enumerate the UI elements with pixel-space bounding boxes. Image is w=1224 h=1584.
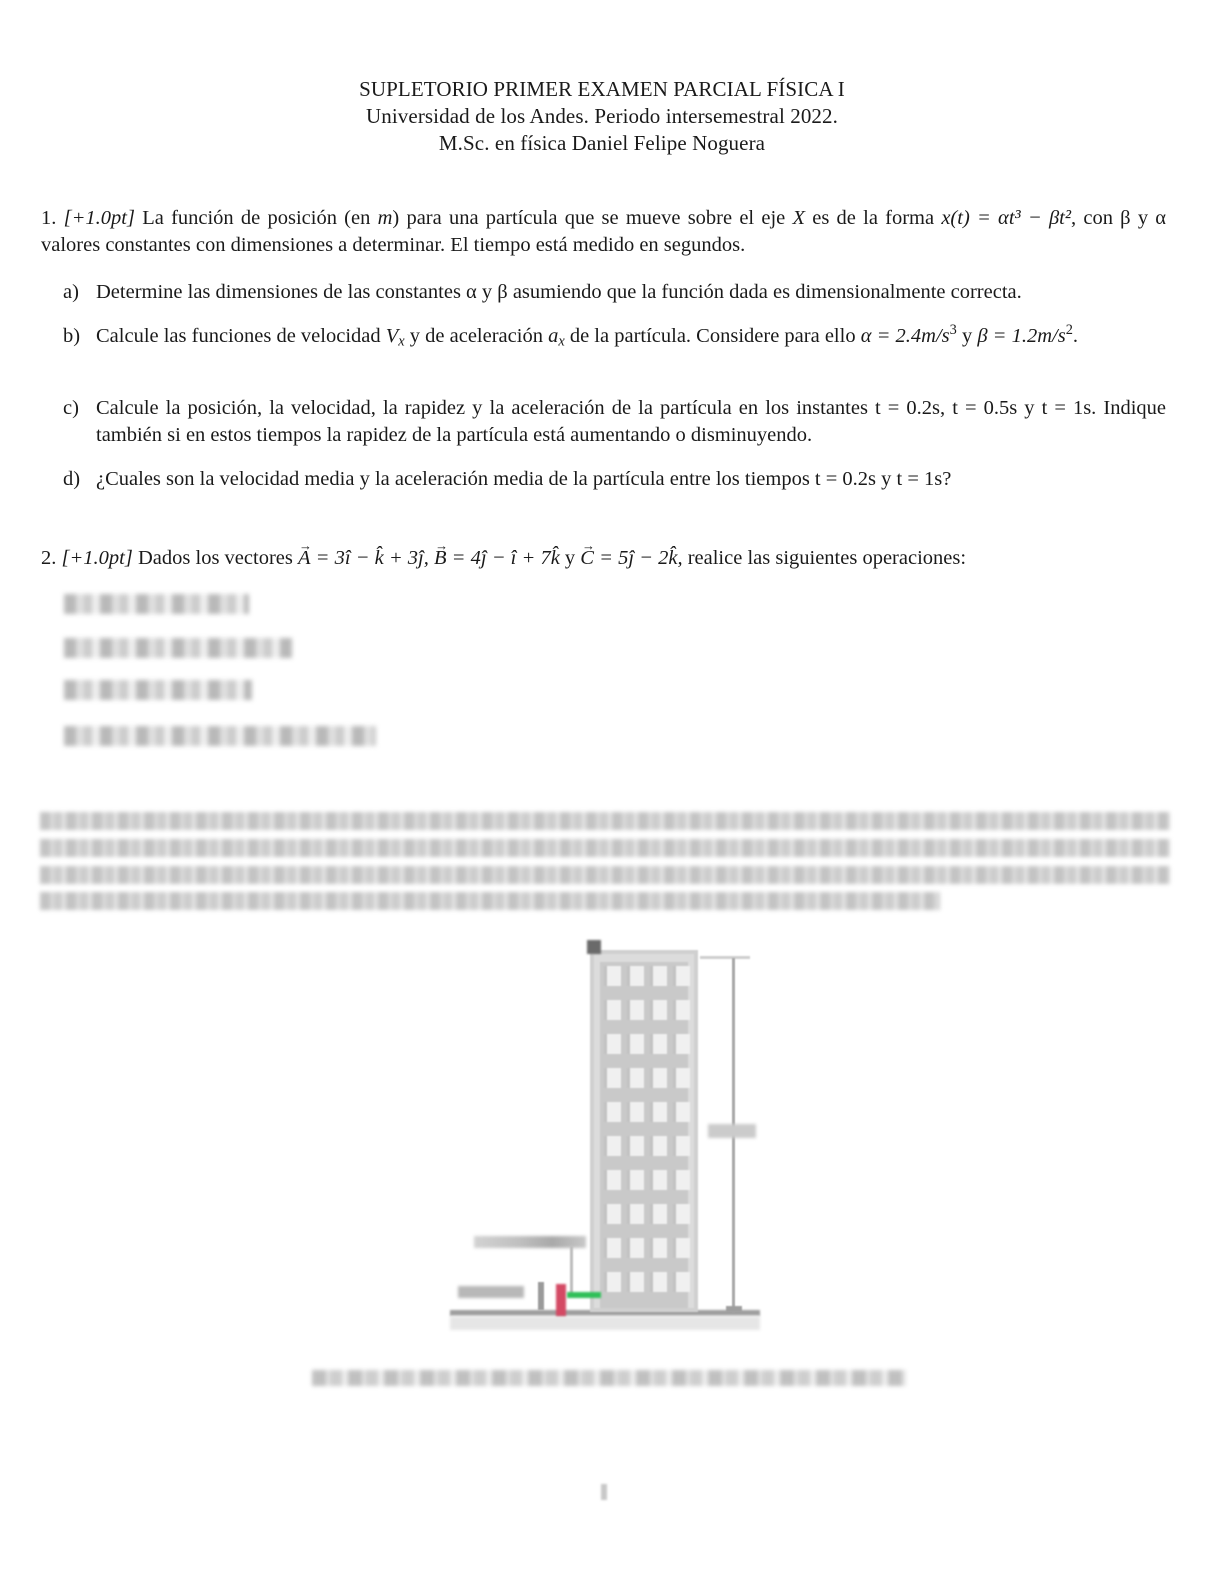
- text-fragment: Calcule las funciones de velocidad: [96, 325, 381, 347]
- building-window: [650, 1068, 667, 1088]
- question-1: [41, 205, 1166, 259]
- building-window: [673, 1000, 690, 1020]
- building-window: [650, 1034, 667, 1054]
- velocity-subscript: x: [398, 333, 405, 350]
- ground-shadow: [450, 1316, 760, 1330]
- item-label: d): [63, 468, 81, 490]
- item-text: Calcule la posición, la velocidad, la rapidez y la aceleración de la partícula en los instantes t = 0.2s, t = 0.5s y t = 1s. Indique también si en estos tiempos la rapidez de la partícula está aumentando o disminuyendo.: [96, 397, 1166, 446]
- question-1-item-c: [63, 395, 1166, 449]
- text-fragment: y: [961, 325, 973, 347]
- building-window: [604, 1204, 621, 1224]
- building-window: [650, 1000, 667, 1020]
- height-dimension-bottom: [726, 1306, 742, 1312]
- building-window: [604, 1034, 621, 1054]
- item-label: b): [63, 325, 81, 347]
- question-2-item-d-blurred: [64, 726, 376, 746]
- rooftop-object: [587, 940, 601, 954]
- building-figure: [450, 938, 770, 1338]
- axis-symbol: X: [792, 207, 806, 229]
- vector-c-expression: = 5ĵ − 2k̂,: [599, 547, 683, 569]
- building-window: [650, 1238, 667, 1258]
- figure-caption-blurred: [312, 1370, 906, 1386]
- question-points: [+1.0pt]: [63, 207, 135, 229]
- building-window: [604, 1238, 621, 1258]
- exam-title: SUPLETORIO PRIMER EXAMEN PARCIAL FÍSICA I: [359, 77, 845, 101]
- building-window: [673, 966, 690, 986]
- acceleration-subscript: x: [558, 333, 565, 350]
- question-2-item-b-blurred: [64, 638, 292, 658]
- beta-exponent: 2: [1065, 322, 1073, 339]
- vector-b-symbol: → B: [434, 545, 447, 572]
- building: [590, 950, 698, 1312]
- building-window: [627, 1000, 644, 1020]
- question-3-line-blurred: [40, 866, 1170, 884]
- building-window: [627, 1102, 644, 1122]
- question-text: Dados los vectores: [138, 547, 293, 569]
- person-height-label-blurred: [458, 1286, 524, 1298]
- text-fragment: .: [1072, 325, 1079, 347]
- building-window: [673, 1068, 690, 1088]
- building-window: [673, 1204, 690, 1224]
- question-text: realice las siguientes operaciones:: [687, 547, 967, 569]
- question-1-item-d: [63, 466, 1166, 493]
- vector-a-symbol: → A: [298, 545, 311, 572]
- building-window: [650, 1204, 667, 1224]
- building-window: [627, 1136, 644, 1156]
- building-window: [604, 1000, 621, 1020]
- alpha-exponent: 3: [949, 322, 957, 339]
- building-window: [627, 1238, 644, 1258]
- question-number: 2.: [41, 547, 57, 569]
- building-window: [673, 1238, 690, 1258]
- unit-symbol: m: [377, 207, 393, 229]
- item-text: ¿Cuales son la velocidad media y la aceleración media de la partícula entre los tiempos t = 0.2s y t = 1s?: [96, 468, 952, 490]
- question-3-line-blurred: [40, 812, 1170, 830]
- building-window: [673, 1034, 690, 1054]
- building-window: [650, 1136, 667, 1156]
- question-text: ) para una partícula que se mueve sobre el eje: [392, 207, 786, 229]
- building-window: [650, 966, 667, 986]
- vector-a-expression: = 3î − k̂ + 3ĵ,: [315, 547, 429, 569]
- person-height-marker: [538, 1282, 544, 1310]
- question-1-item-b: [63, 323, 1166, 350]
- question-text: es de la forma: [812, 207, 935, 229]
- item-label: a): [63, 281, 79, 303]
- question-points: [+1.0pt]: [61, 547, 133, 569]
- person-figure: [556, 1284, 566, 1316]
- question-3-line-blurred: [40, 839, 1170, 857]
- question-3-line-blurred: [40, 892, 940, 910]
- building-window: [627, 966, 644, 986]
- building-window: [604, 1102, 621, 1122]
- height-label-blurred: [708, 1124, 756, 1138]
- text-fragment: y de aceleración: [409, 325, 543, 347]
- velocity-symbol: V: [385, 325, 399, 347]
- exam-header: [0, 76, 1204, 157]
- building-window: [627, 1034, 644, 1054]
- height-dimension-top: [700, 956, 750, 959]
- author-line: M.Sc. en física Daniel Felipe Noguera: [438, 131, 766, 155]
- question-text: La función de posición (en: [142, 207, 371, 229]
- building-window: [650, 1170, 667, 1190]
- velocity-arrow-icon: [567, 1292, 601, 1298]
- alpha-value: α = 2.4m/s: [860, 325, 950, 347]
- position-formula: x(t) = αt³ − βt²: [941, 207, 1071, 229]
- speed-label-leader: [570, 1246, 573, 1294]
- building-window: [673, 1170, 690, 1190]
- building-window: [627, 1272, 644, 1292]
- item-text: [96, 323, 1166, 350]
- item-text: Determine las dimensiones de las constantes α y β asumiendo que la función dada es dimensionalmente correcta.: [96, 281, 1022, 303]
- text-fragment: de la partícula. Considere para ello: [569, 325, 856, 347]
- beta-value: β = 1.2m/s: [977, 325, 1066, 347]
- page-number-blurred: [601, 1484, 607, 1500]
- building-window: [650, 1272, 667, 1292]
- question-text: , con β y α valores constantes con dimensiones a determinar. El tiempo está medido en segundos.: [41, 207, 1167, 256]
- text-fragment: y: [564, 547, 576, 569]
- building-window: [627, 1068, 644, 1088]
- window-grid: [604, 966, 690, 1292]
- building-window: [673, 1136, 690, 1156]
- building-window: [604, 1170, 621, 1190]
- question-1-item-a: [63, 279, 1166, 306]
- building-window: [673, 1102, 690, 1122]
- building-window: [673, 1272, 690, 1292]
- institution-line: Universidad de los Andes. Periodo intersemestral 2022.: [366, 104, 838, 128]
- question-number: 1.: [41, 207, 57, 229]
- building-window: [627, 1170, 644, 1190]
- vector-c-symbol: → C: [580, 545, 594, 572]
- building-window: [604, 1068, 621, 1088]
- item-label: c): [63, 397, 79, 419]
- building-window: [627, 1204, 644, 1224]
- question-2: [41, 545, 1166, 572]
- question-2-item-c-blurred: [64, 680, 252, 700]
- building-window: [604, 1136, 621, 1156]
- acceleration-symbol: a: [548, 325, 559, 347]
- vector-b-expression: = 4ĵ − î + 7k̂: [451, 547, 560, 569]
- question-2-item-a-blurred: [64, 594, 249, 614]
- building-window: [604, 966, 621, 986]
- building-window: [650, 1102, 667, 1122]
- building-window: [604, 1272, 621, 1292]
